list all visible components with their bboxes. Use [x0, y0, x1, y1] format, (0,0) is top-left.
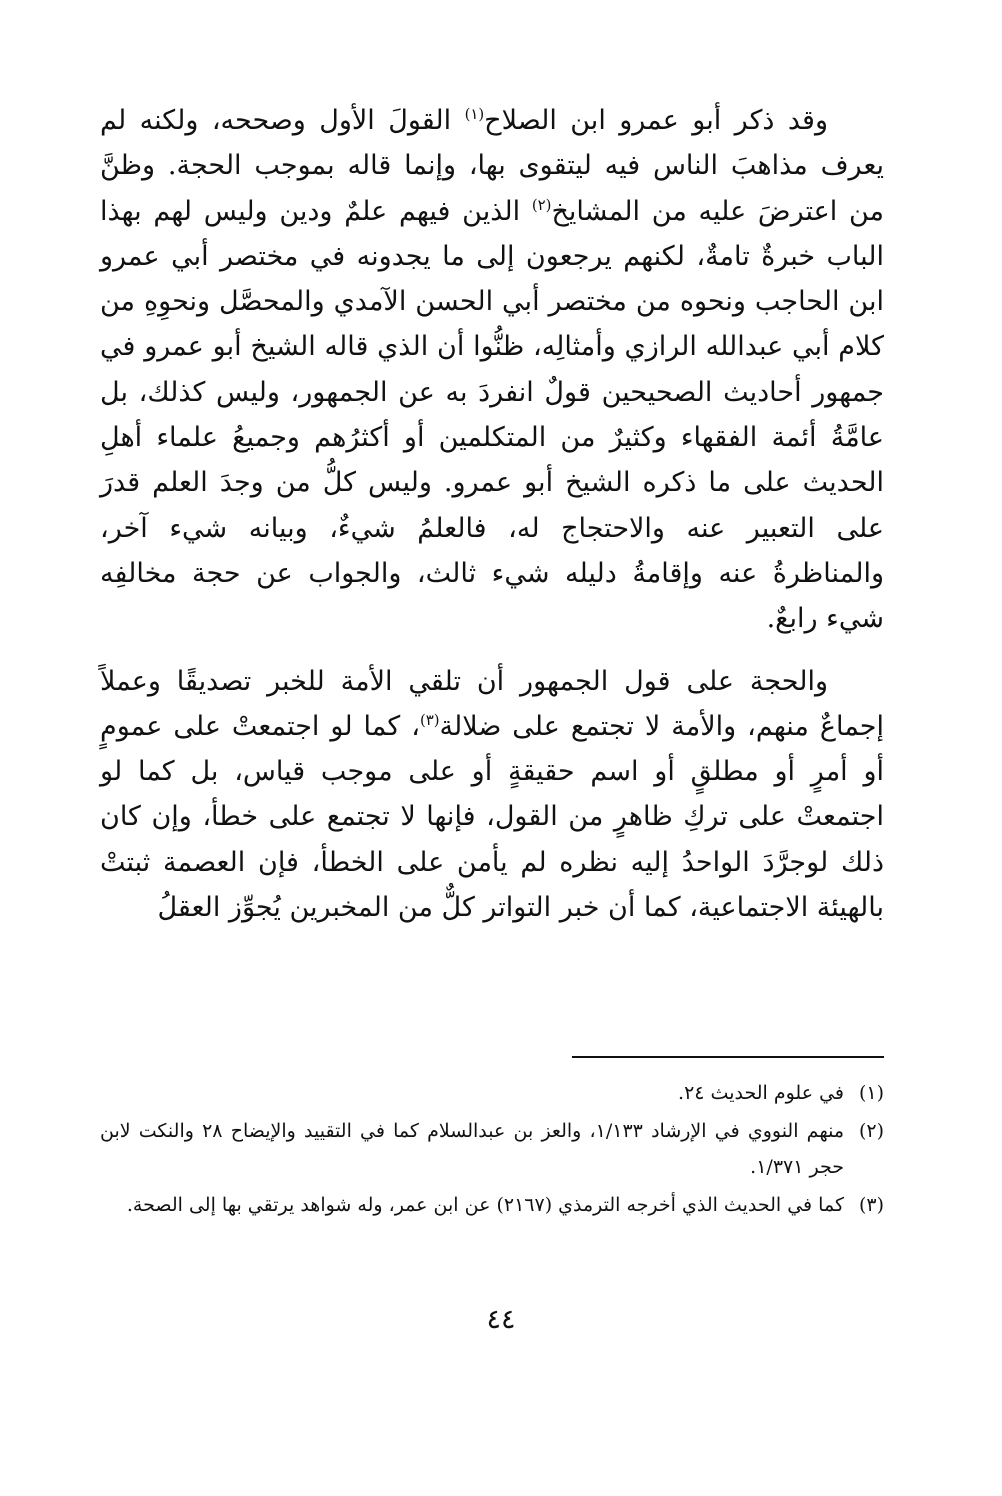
page-number: ٤٤ — [486, 1304, 516, 1335]
footnote-number: (٢) — [858, 1120, 884, 1142]
main-text — [100, 98, 884, 930]
footnote-ref-2: (٢) — [531, 195, 552, 214]
paragraph-1-text-c: الذين فيهم علمٌ ودين وليس لهم بهذا الباب خبرةٌ تامةٌ، لكنهم يرجعون إلى ما يجدونه في مختصر أبي عمرو ابن الحاجب ونحوه من مختصر أبي الحسن الآمدي والمحصَّل ونحوِهِ من كلام أبي عبدالله الرازي وأمثالِه، ظنُّوا أن الذي قاله الشيخ أبو عمرو في جمهور أحاديث الصحيحين قولٌ انفردَ به عن الجمهور، وليس كذلك، بل عامَّةُ أئمة الفقهاء وكثيرٌ من المتكلمين أو أكثرُهم وجميعُ علماء أهلِ الحديث على ما ذكره الشيخ أبو عمرو. وليس كلُّ من وجدَ العلم قدرَ على التعبير عنه والاحتجاج له، فالعلمُ شيءٌ، وبيانه شيء آخر، والمناظرةُ عنه وإقامةُ دليله شيء ثالث، والجواب عن حجة مخالفِه شيء رابعٌ. — [100, 195, 884, 635]
paragraph-2-text-b: ، كما لو اجتمعتْ على عمومٍ أو أمرٍ أو مطلقٍ أو اسم حقيقةٍ أو على موجب قياس، بل كما لو اجتمعتْ على تركِ ظاهرٍ من القول، فإنها لا تجتمع على خطأ، وإن كان ذلك لوجرَّدَ الواحدُ إليه نظره لم يأمن على الخطأ، فإن العصمة ثبتتْ بالهيئة الاجتماعية، كما أن خبر التواتر كلٌّ من المخبرين يُجوِّز العقلُ — [100, 710, 884, 924]
footnote-text: كما في الحديث الذي أخرجه الترمذي (٢١٦٧) عن ابن عمر، وله شواهد يرتقي بها إلى الصحة. — [126, 1194, 844, 1216]
footnote-text: منهم النووي في الإرشاد ١/١٣٣، والعز بن عبدالسلام كما في التقييد والإيضاح ٢٨ والنكت لابن حجر ١/٣٧١. — [100, 1120, 844, 1178]
footnote-separator — [572, 1056, 884, 1058]
paragraph-2-text-a: والحجة على قول الجمهور أن تلقي الأمة للخبر تصديقًا وعملاً إجماعٌ منهم، والأمة لا تجتمع على ضلالة — [100, 665, 885, 742]
footnote-text: في علوم الحديث ٢٤. — [678, 1082, 844, 1104]
footnote-ref-1: (١) — [464, 105, 485, 123]
paragraph-1-text-a: وقد ذكر أبو عمرو ابن الصلاح — [484, 105, 828, 136]
footnote-number: (٣) — [858, 1194, 884, 1216]
footnote-ref-3: (٣) — [419, 710, 440, 729]
paragraph-1-text-b: القولَ الأول وصححه، ولكنه لم يعرف مذاهبَ الناس فيه ليتقوى بها، وإنما قاله بموجب الحجة. وظنَّ من اعترضَ عليه من المشايخ — [100, 105, 884, 227]
footnote-3 — [100, 1187, 884, 1223]
paragraph-2 — [100, 659, 884, 931]
footnote-1 — [100, 1075, 884, 1111]
footnotes — [100, 1075, 884, 1225]
footnote-2 — [100, 1113, 884, 1185]
paragraph-1 — [100, 98, 884, 642]
footnote-number: (١) — [858, 1082, 884, 1104]
